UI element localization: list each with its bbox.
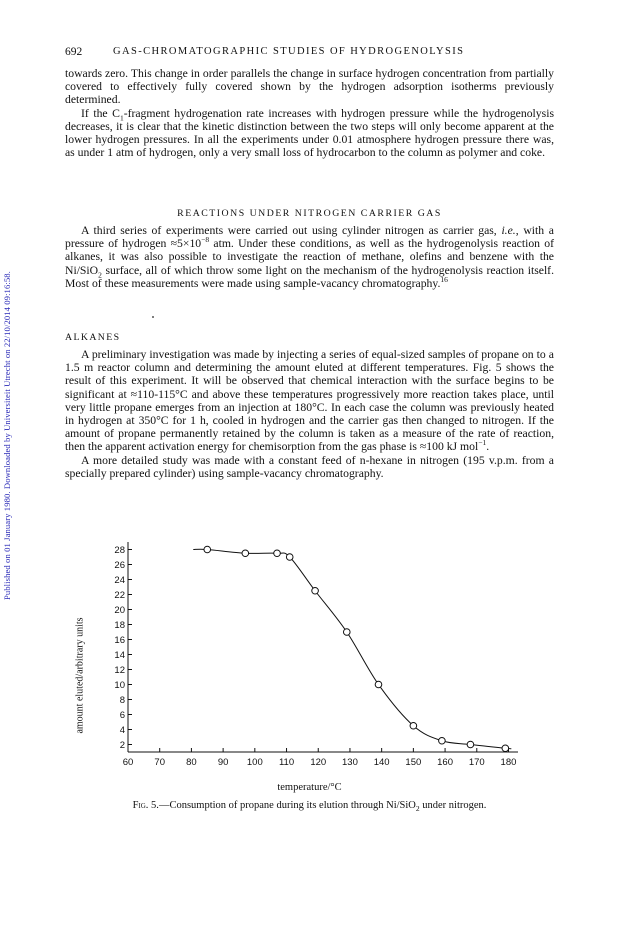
body-block-1 — [65, 67, 554, 159]
section-heading: REACTIONS UNDER NITROGEN CARRIER GAS — [177, 208, 442, 219]
x-tick-label: 130 — [342, 757, 358, 768]
x-tick-label: 140 — [373, 757, 390, 768]
fit-curve — [193, 549, 511, 749]
x-tick-label: 70 — [154, 757, 165, 768]
y-tick-label: 10 — [114, 680, 125, 691]
x-tick-label: 90 — [217, 757, 229, 768]
body-block-3 — [65, 348, 554, 480]
y-tick-label: 14 — [114, 650, 125, 661]
x-tick-label: 80 — [186, 757, 197, 768]
data-point — [242, 550, 249, 557]
x-axis-label: temperature/°C — [277, 782, 342, 793]
y-tick-label: 8 — [119, 695, 125, 706]
data-point — [343, 629, 350, 636]
paragraph-5: A more detailed study was made with a constant feed of n-hexane in nitrogen (195 v.p.m. from a specially prepared cylinder) using sample-vacancy chromatography. — [65, 453, 554, 480]
y-tick-label: 6 — [119, 710, 125, 721]
paragraph-3: A third series of experiments were carried out using cylinder nitrogen as carrier gas, i.e., with a pressure of hydrogen $\approx 5\times 10^{-8}$ atm. Under these conditions, as well as the hydrogenolysis reaction of alkanes, it was also possible to investigate the reaction of methane, olefins and benzene with the Ni/SiO$_2$ surface, all of which throw some light on the mechanism of the hydrogenolysis reaction itself. Most of these measurements were made using sample-vacancy chromatography.$^{16}$ — [65, 224, 555, 290]
body-block-2 — [65, 224, 554, 290]
data-point — [410, 722, 417, 729]
y-tick-label: 4 — [119, 725, 125, 736]
reference-16: 16 — [440, 274, 448, 284]
running-title: GAS-CHROMATOGRAPHIC STUDIES OF HYDROGENOLYSIS — [113, 46, 465, 57]
data-point — [439, 737, 446, 744]
data-point — [375, 681, 382, 688]
paragraph-1: towards zero. This change in order parallels the change in surface hydrogen concentration from partially covered to effectively fully covered shown by the hydrogen adsorption isotherms previously determined. — [65, 67, 554, 107]
x-tick-label: 120 — [310, 757, 327, 768]
x-tick-label: 110 — [278, 757, 295, 768]
figure-5-chart — [70, 532, 530, 772]
x-tick-label: 60 — [122, 757, 134, 768]
subsection-heading: ALKANES — [65, 332, 121, 343]
x-tick-label: 170 — [468, 757, 485, 768]
y-tick-label: 26 — [114, 560, 125, 571]
data-point — [467, 741, 474, 748]
y-tick-label: 2 — [119, 740, 125, 751]
y-tick-label: 22 — [114, 590, 125, 601]
figure-caption: Fig. 5.—Consumption of propane during its elution through Ni/SiO$_2$ under nitrogen. — [132, 800, 487, 814]
y-tick-label: 24 — [114, 575, 125, 586]
download-stamp: Published on 01 January 1980. Downloaded by Universiteit Utrecht on 22/10/2014 09:16:58. — [2, 271, 12, 600]
y-tick-label: 16 — [114, 635, 125, 646]
y-tick-label: 28 — [114, 545, 125, 556]
y-tick-label: 12 — [114, 665, 125, 676]
paragraph-2: If the $C_1$-fragment hydrogenation rate increases with hydrogen pressure while the hydrogenolysis decreases, it is clear that the kinetic distinction between the two steps will only become apparent at the lower hydrogen pressures. In all the experiments under 0.01 atmosphere hydrogen pressure there was, as under 1 atm of hydrogen, only a very small loss of hydrocarbon to the column as polymer and coke. — [65, 106, 554, 160]
stray-dot — [152, 316, 154, 318]
y-tick-label: 18 — [114, 620, 125, 631]
x-tick-label: 150 — [405, 757, 422, 768]
data-point — [502, 745, 509, 752]
data-point — [204, 546, 211, 553]
y-tick-label: 20 — [114, 605, 125, 616]
x-tick-label: 160 — [437, 757, 454, 768]
x-tick-label: 180 — [500, 757, 517, 768]
data-point — [274, 550, 281, 557]
x-tick-label: 100 — [246, 757, 263, 768]
data-point — [286, 554, 293, 561]
paragraph-4: A preliminary investigation was made by injecting a series of equal-sized samples of propane on to a 1.5 m reactor column and determining the amount eluted at different temperatures. Fig. 5 shows the result of this experiment. It will be observed that chemical interaction with the surface begins to be significant at ≈110-115°C and above these temperatures progressively more reaction takes place, until very little propane emerges from an injection at 180°C. In each case the column was previously heated in hydrogen at 350°C for 1 h, cooled in hydrogen and the carrier gas then changed to nitrogen. If the amount of propane permanently retained by the column is taken as a measure of the rate of reaction, then the apparent activation energy for chemisorption from the gas phase is ≈100 kJ mol$^{-1}$. — [65, 348, 554, 454]
page-number: 692 — [65, 46, 83, 58]
data-point — [312, 587, 319, 594]
y-axis-label: amount eluted/arbitrary units — [74, 617, 86, 734]
